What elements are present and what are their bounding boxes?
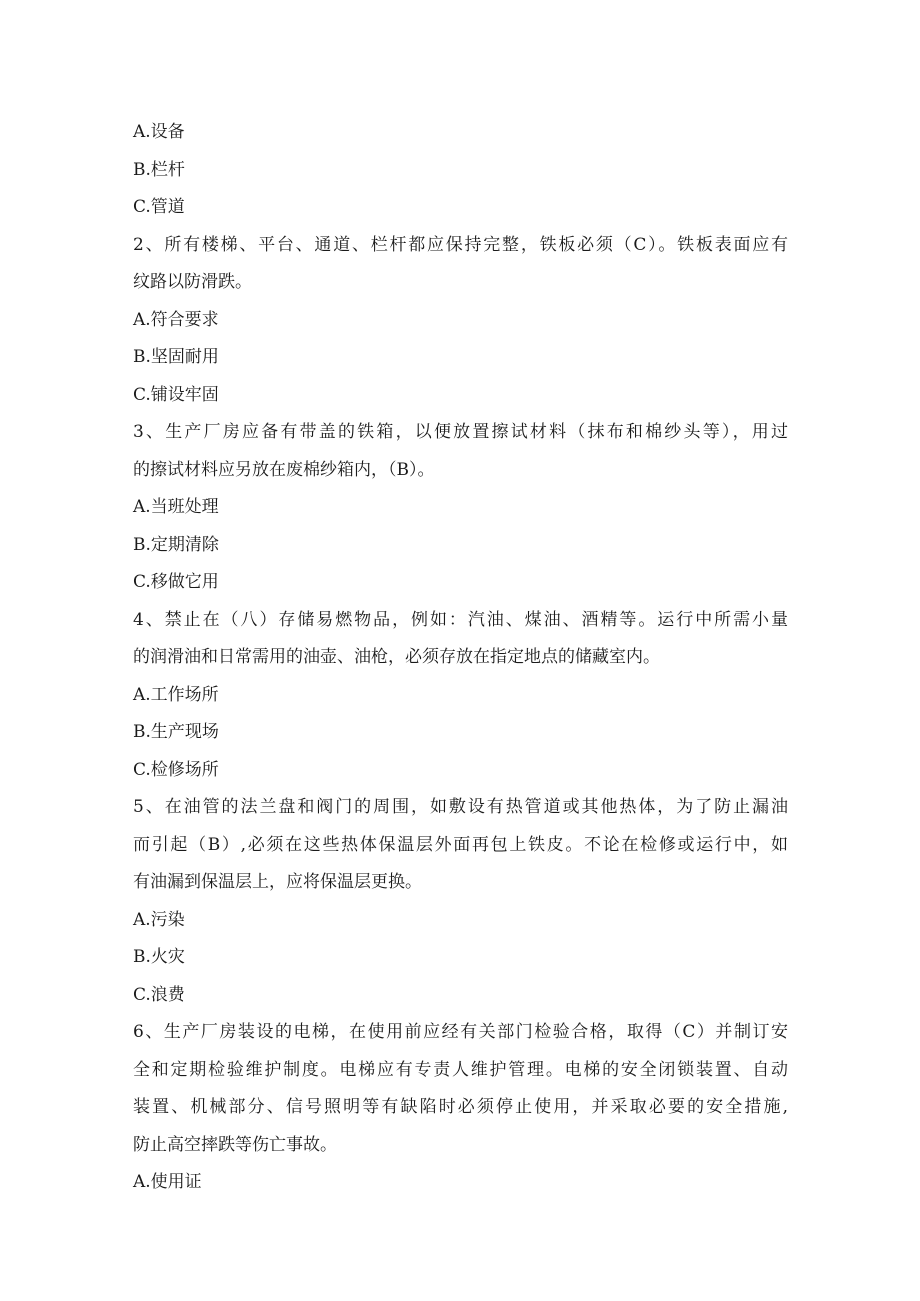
question-paragraph <box>133 602 788 677</box>
question-paragraph <box>133 227 788 302</box>
answer-option: A.设备 <box>133 122 185 142</box>
question-paragraph <box>133 414 788 489</box>
question-text-line: 有油漏到保温层上，应将保温层更换。 <box>133 872 422 892</box>
answer-option: C.浪费 <box>133 984 185 1005</box>
answer-option: B.生产现场 <box>133 722 219 742</box>
question-text-line: 而引起（B）,必须在这些热体保温层外面再包上铁皮。不论在检修或运行中，如 <box>133 834 788 855</box>
question-text-line: 2、所有楼梯、平台、通道、栏杆都应保持完整，铁板必须（C）。铁板表面应有 <box>133 234 788 255</box>
question-text-line: 的擦试材料应另放在废棉纱箱内，（B）。 <box>133 459 435 480</box>
answer-option: B.火灾 <box>133 947 185 967</box>
answer-option: C.铺设牢固 <box>133 384 219 405</box>
question-text-line: 的润滑油和日常需用的油壶、油枪，必须存放在指定地点的储藏室内。 <box>133 647 660 667</box>
answer-option: A.当班处理 <box>133 497 219 517</box>
answer-option: A.污染 <box>133 909 185 930</box>
question-paragraph <box>133 1014 788 1164</box>
question-text-line: 全和定期检验维护制度。电梯应有专责人维护管理。电梯的安全闭锁装置、自动 <box>133 1059 788 1080</box>
question-text-line: 6、生产厂房装设的电梯，在使用前应经有关部门检验合格，取得（C）并制订安 <box>133 1022 788 1042</box>
answer-option: A.工作场所 <box>133 684 219 705</box>
answer-option: C.移做它用 <box>133 572 219 592</box>
answer-option: B.定期清除 <box>133 534 219 555</box>
question-text-line: 纹路以防滑跌。 <box>133 272 252 292</box>
question-text-line: 3、生产厂房应备有带盖的铁箱，以便放置擦试材料（抹布和棉纱头等），用过 <box>133 422 788 442</box>
question-paragraph <box>133 789 788 902</box>
answer-option: C.管道 <box>133 197 185 217</box>
answer-option: B.栏杆 <box>133 159 185 180</box>
question-text-line: 装置、机械部分、信号照明等有缺陷时必须停止使用，并采取必要的安全措施, <box>133 1097 788 1117</box>
answer-option: B.坚固耐用 <box>133 347 219 367</box>
question-text-line: 防止高空摔跌等伤亡事故。 <box>133 1134 337 1155</box>
question-text-line: 4、禁止在（八）存储易燃物品，例如：汽油、煤油、酒精等。运行中所需小量 <box>133 609 788 630</box>
answer-option: A.符合要求 <box>133 309 219 330</box>
answer-option: C.检修场所 <box>133 759 219 780</box>
question-text-line: 5、在油管的法兰盘和阀门的周围，如敷设有热管道或其他热体，为了防止漏油 <box>133 797 788 817</box>
document-body <box>133 114 788 1202</box>
answer-option: A.使用证 <box>133 1172 202 1192</box>
